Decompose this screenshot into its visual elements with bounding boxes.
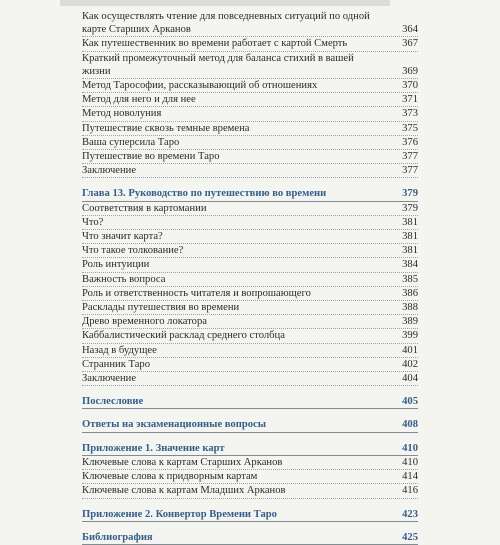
appendix-2-page: 423 xyxy=(402,508,418,520)
toc-entry[interactable] xyxy=(82,37,418,51)
toc-entry[interactable] xyxy=(82,484,418,498)
chapter-title: Глава 13. Руководство по путешествию во времени xyxy=(82,188,327,200)
bibliography-page: 425 xyxy=(402,531,418,543)
toc-entry-page: 381 xyxy=(402,216,418,228)
toc-entry[interactable] xyxy=(82,301,418,315)
toc-entry-page: 369 xyxy=(402,65,418,77)
toc-chapter-heading[interactable] xyxy=(82,187,418,201)
toc-entry-page: 410 xyxy=(402,456,418,468)
toc-entry-title: Ключевые слова к картам Старших Арканов xyxy=(82,456,283,468)
toc-entry[interactable] xyxy=(82,329,418,343)
toc-entry[interactable] xyxy=(82,122,418,136)
toc-appendix-2[interactable] xyxy=(82,508,418,522)
toc-entry-page: 370 xyxy=(402,80,418,92)
appendix-1-title: Приложение 1. Значение карт xyxy=(82,442,225,454)
toc-entry[interactable] xyxy=(82,287,418,301)
appendix-1-page: 410 xyxy=(402,442,418,454)
toc-entry-title: Соответствия в картомании xyxy=(82,202,207,214)
toc-entry-title: Что? xyxy=(82,216,104,228)
toc-entry-title: Как осуществлять чтение для повседневных ситуаций по одной карте Старших Арканов xyxy=(82,11,370,36)
toc-entry-page: 384 xyxy=(402,259,418,271)
toc-entry-title: Ваша суперсила Таро xyxy=(82,136,180,148)
afterword-page: 405 xyxy=(402,396,418,408)
toc-entry-title: Важность вопроса xyxy=(82,273,166,285)
toc-entry-page: 373 xyxy=(402,108,418,120)
toc-entry-title: Заключение xyxy=(82,165,137,177)
toc-entry[interactable] xyxy=(82,258,418,272)
toc-entry[interactable] xyxy=(82,150,418,164)
toc-entry-page: 377 xyxy=(402,165,418,177)
toc-entry[interactable] xyxy=(82,344,418,358)
afterword-title: Послесловие xyxy=(82,396,144,408)
toc-afterword[interactable] xyxy=(82,395,418,409)
bibliography-title: Библиография xyxy=(82,531,153,543)
toc-entry-title: Как путешественник во времени работает с картой Смерть xyxy=(82,38,348,50)
toc-entry-page: 381 xyxy=(402,245,418,257)
toc-entry-title: Метод новолуния xyxy=(82,108,162,120)
toc-entry-page: 367 xyxy=(402,38,418,50)
toc-entry[interactable] xyxy=(82,372,418,386)
toc-entry-title: Метод Тарософии, рассказывающий об отношениях xyxy=(82,80,318,92)
toc-entry[interactable] xyxy=(82,93,418,107)
toc-bibliography[interactable] xyxy=(82,531,418,545)
toc-entry[interactable] xyxy=(82,358,418,372)
toc-entry-title: Краткий промежуточный метод для баланса стихий в вашей жизни xyxy=(82,52,354,77)
answers-title: Ответы на экзаменационные вопросы xyxy=(82,419,266,431)
toc-entry[interactable] xyxy=(82,79,418,93)
toc-entry-title: Метод для него и для нее xyxy=(82,94,196,106)
toc-entry-title: Ключевые слова к картам Младших Арканов xyxy=(82,485,286,497)
toc-answers[interactable] xyxy=(82,418,418,432)
toc-entry[interactable] xyxy=(82,244,418,258)
toc-entry[interactable] xyxy=(82,52,418,79)
toc-entry[interactable] xyxy=(82,107,418,121)
toc-entry-page: 404 xyxy=(402,373,418,385)
toc-entry-page: 389 xyxy=(402,316,418,328)
toc-entry-title: Древо временного локатора xyxy=(82,316,207,328)
toc-entry[interactable] xyxy=(82,216,418,230)
answers-page: 408 xyxy=(402,419,418,431)
toc-entry[interactable] xyxy=(82,470,418,484)
toc-entry[interactable] xyxy=(82,202,418,216)
toc-entry-title: Заключение xyxy=(82,373,137,385)
toc-entry[interactable] xyxy=(82,10,418,37)
toc-entry-title: Путешествие сквозь темные времена xyxy=(82,122,250,134)
toc-entry[interactable] xyxy=(82,164,418,178)
toc-entry-page: 399 xyxy=(402,330,418,342)
toc-entry-page: 376 xyxy=(402,136,418,148)
toc-entry-page: 401 xyxy=(402,344,418,356)
toc-entry-page: 385 xyxy=(402,273,418,285)
toc-entry-page: 375 xyxy=(402,122,418,134)
toc-entry-page: 364 xyxy=(402,24,418,36)
appendix-2-title: Приложение 2. Конвертор Времени Таро xyxy=(82,508,277,520)
toc-entry-page: 402 xyxy=(402,358,418,370)
toc-entry-page: 386 xyxy=(402,287,418,299)
toc-entry-page: 377 xyxy=(402,151,418,163)
toc-entry[interactable] xyxy=(82,273,418,287)
toc-appendix-1[interactable] xyxy=(82,442,418,456)
toc-entry[interactable] xyxy=(82,456,418,470)
toc-entry-title: Назад в будущее xyxy=(82,344,157,356)
toc-entry[interactable] xyxy=(82,315,418,329)
toc-entry-title: Ключевые слова к придворным картам xyxy=(82,471,258,483)
toc-entry-page: 381 xyxy=(402,231,418,243)
toc-entry-title: Путешествие во времени Таро xyxy=(82,151,220,163)
toc-entry-page: 388 xyxy=(402,302,418,314)
toc-entry-title: Роль интуиции xyxy=(82,259,150,271)
toc-entry-page: 379 xyxy=(402,202,418,214)
toc-entry-title: Странник Таро xyxy=(82,358,150,370)
previous-page-edge xyxy=(60,0,390,6)
toc-entry-title: Роль и ответственность читателя и вопрошающего xyxy=(82,287,311,299)
toc-entry-page: 414 xyxy=(402,471,418,483)
table-of-contents xyxy=(82,10,418,545)
toc-entry-page: 416 xyxy=(402,485,418,497)
toc-entry-title: Что такое толкование? xyxy=(82,245,184,257)
toc-entry-page: 371 xyxy=(402,94,418,106)
toc-entry-title: Что значит карта? xyxy=(82,231,163,243)
chapter-page: 379 xyxy=(402,188,418,200)
toc-entry-title: Каббалистический расклад среднего столбца xyxy=(82,330,285,342)
toc-entry[interactable] xyxy=(82,230,418,244)
toc-entry-title: Расклады путешествия во времени xyxy=(82,302,240,314)
toc-entry[interactable] xyxy=(82,136,418,150)
